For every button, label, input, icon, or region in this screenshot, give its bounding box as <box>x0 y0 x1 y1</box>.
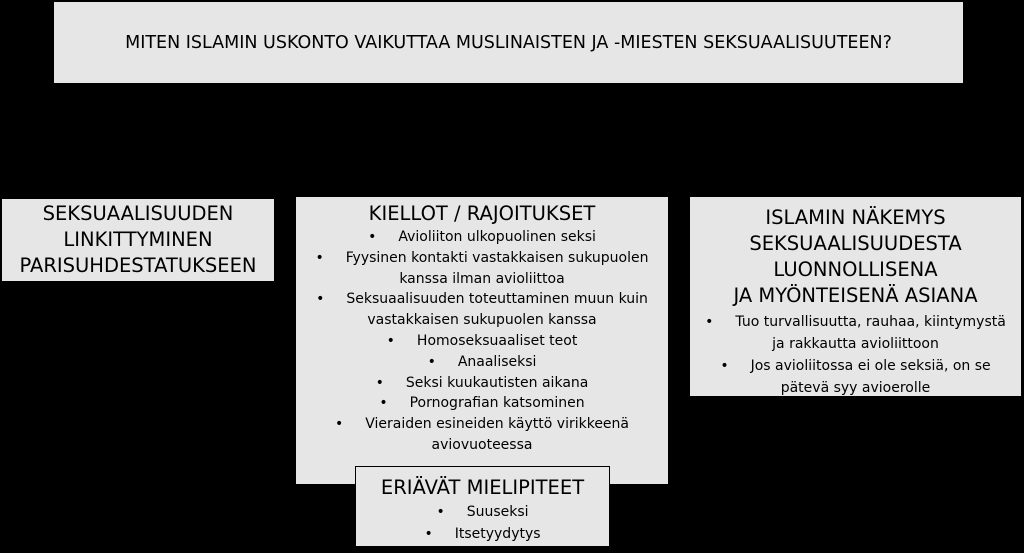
list-item: • Seksi kuukautisten aikana <box>296 373 668 394</box>
list-item: • Homoseksuaaliset teot <box>296 331 668 352</box>
list-item: • Pornografian katsominen <box>296 393 668 414</box>
prohibitions-heading: KIELLOT / RAJOITUKSET <box>368 202 596 225</box>
list-item: • Fyysinen kontakti vastakkaisen sukupuolen kanssa ilman avioliittoa <box>296 248 668 290</box>
list-item: • Tuo turvallisuutta, rauhaa, kiintymystä ja rakkautta avioliittoon <box>690 311 1021 355</box>
list-item: • Vieraiden esineiden käyttö virikkeenä aviovuoteessa <box>296 414 668 456</box>
question-title: MITEN ISLAMIN USKONTO VAIKUTTAA MUSLINAISTEN JA -MIESTEN SEKSUAALISUUTEEN? <box>125 32 892 53</box>
list-item: • Itsetyydytys <box>356 523 609 545</box>
prohibitions-list <box>296 227 668 456</box>
positive-view-list <box>690 311 1021 399</box>
positive-view-box <box>689 196 1022 397</box>
differing-opinions-heading: ERIÄVÄT MIELIPITEET <box>380 476 585 499</box>
list-item: • Anaaliseksi <box>296 352 668 373</box>
list-item: • Seksuaalisuuden toteuttaminen muun kuin vastakkaisen sukupuolen kanssa <box>296 289 668 331</box>
differing-opinions-box <box>355 466 610 547</box>
list-item: • Jos avioliitossa ei ole seksiä, on se pätevä syy avioerolle <box>690 355 1021 399</box>
differing-opinions-list <box>356 501 609 545</box>
linkage-heading: SEKSUAALISUUDEN LINKITTYMINEN PARISUHDESTATUKSEEN <box>19 202 257 277</box>
list-item: • Avioliiton ulkopuolinen seksi <box>296 227 668 248</box>
list-item: • Suuseksi <box>356 501 609 523</box>
linkage-box <box>1 198 275 282</box>
question-box <box>53 1 964 84</box>
positive-view-heading: ISLAMIN NÄKEMYS SEKSUAALISUUDESTA LUONNOLLISENA JA MYÖNTEISENÄ ASIANA <box>733 206 978 307</box>
prohibitions-box <box>295 196 669 485</box>
